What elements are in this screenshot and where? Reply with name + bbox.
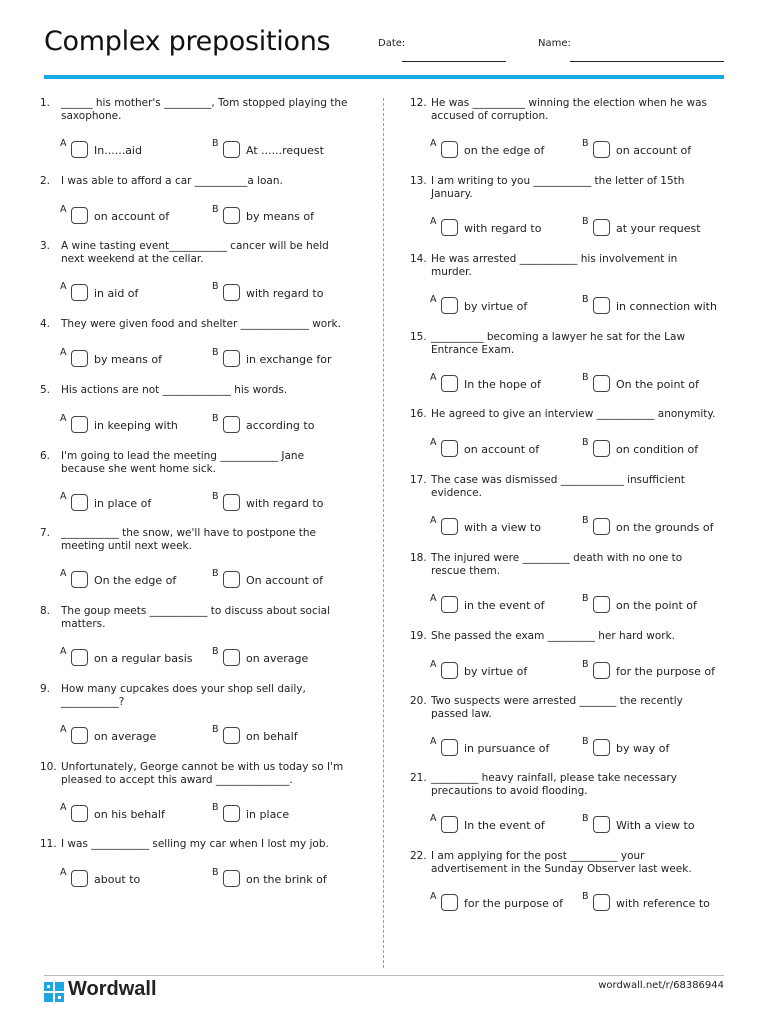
question-number: 12. bbox=[410, 97, 427, 109]
answer-checkbox[interactable] bbox=[71, 870, 88, 887]
option-text: on account of bbox=[616, 144, 692, 157]
option-b[interactable] bbox=[582, 372, 732, 395]
option-text: for the purpose of bbox=[616, 665, 715, 678]
option-a[interactable] bbox=[60, 347, 210, 370]
answer-checkbox[interactable] bbox=[593, 662, 610, 679]
answer-checkbox[interactable] bbox=[593, 894, 610, 911]
question-number: 4. bbox=[40, 318, 51, 330]
answer-checkbox[interactable] bbox=[223, 350, 240, 367]
option-b[interactable] bbox=[212, 802, 362, 825]
option-text: on a regular basis bbox=[94, 652, 193, 665]
answer-checkbox[interactable] bbox=[223, 284, 240, 301]
option-text: at your request bbox=[616, 222, 701, 235]
option-a[interactable] bbox=[430, 659, 580, 682]
answer-checkbox[interactable] bbox=[71, 416, 88, 433]
answer-checkbox[interactable] bbox=[71, 350, 88, 367]
option-a[interactable] bbox=[430, 437, 580, 460]
option-letter: B bbox=[582, 294, 589, 305]
answer-checkbox[interactable] bbox=[593, 816, 610, 833]
option-b[interactable] bbox=[212, 138, 362, 161]
option-b[interactable] bbox=[212, 491, 362, 514]
option-text: for the purpose of bbox=[464, 897, 563, 910]
footer-rule bbox=[44, 975, 724, 976]
answer-checkbox[interactable] bbox=[441, 662, 458, 679]
option-letter: B bbox=[582, 372, 589, 383]
question-text: __________ becoming a lawyer he sat for the Law Entrance Exam. bbox=[431, 331, 686, 356]
option-text: on his behalf bbox=[94, 808, 165, 821]
answer-checkbox[interactable] bbox=[593, 375, 610, 392]
option-letter: B bbox=[582, 216, 589, 227]
answer-checkbox[interactable] bbox=[593, 219, 610, 236]
answer-checkbox[interactable] bbox=[71, 571, 88, 588]
question-number: 10. bbox=[40, 761, 57, 773]
option-b[interactable] bbox=[212, 204, 362, 227]
option-b[interactable] bbox=[212, 413, 362, 436]
option-b[interactable] bbox=[212, 568, 362, 591]
option-letter: B bbox=[212, 413, 219, 424]
option-letter: A bbox=[430, 294, 437, 305]
option-a[interactable] bbox=[60, 413, 210, 436]
question-number: 17. bbox=[410, 474, 427, 486]
question-text: The case was dismissed ____________ insufficient evidence. bbox=[431, 474, 685, 499]
answer-checkbox[interactable] bbox=[223, 141, 240, 158]
option-text: On account of bbox=[246, 574, 324, 587]
option-text: in place of bbox=[94, 497, 152, 510]
answer-checkbox[interactable] bbox=[223, 207, 240, 224]
option-letter: A bbox=[60, 281, 67, 292]
option-a[interactable] bbox=[60, 568, 210, 591]
option-b[interactable] bbox=[582, 891, 732, 914]
answer-checkbox[interactable] bbox=[71, 284, 88, 301]
date-label: Date: bbox=[378, 38, 406, 49]
option-text: on average bbox=[94, 730, 157, 743]
question-text: A wine tasting event___________ cancer will be held next weekend at the cellar. bbox=[61, 240, 329, 265]
option-text: on the grounds of bbox=[616, 521, 714, 534]
question-number: 18. bbox=[410, 552, 427, 564]
option-text: In......aid bbox=[94, 144, 142, 157]
answer-checkbox[interactable] bbox=[223, 494, 240, 511]
option-letter: A bbox=[60, 138, 67, 149]
question-text: I am applying for the post _________ your advertisement in the Sunday Observer last week. bbox=[431, 850, 692, 875]
date-field[interactable] bbox=[402, 61, 506, 62]
answer-checkbox[interactable] bbox=[71, 649, 88, 666]
question-number: 3. bbox=[40, 240, 51, 252]
answer-checkbox[interactable] bbox=[71, 494, 88, 511]
option-text: according to bbox=[246, 419, 315, 432]
option-b[interactable] bbox=[212, 724, 362, 747]
option-a[interactable] bbox=[60, 646, 210, 669]
name-field[interactable] bbox=[570, 61, 724, 62]
option-text: on the brink of bbox=[246, 873, 327, 886]
answer-checkbox[interactable] bbox=[441, 518, 458, 535]
wordwall-logo-icon bbox=[44, 982, 64, 1002]
footer-url: wordwall.net/r/68386944 bbox=[598, 980, 724, 991]
option-b[interactable] bbox=[582, 593, 732, 616]
option-letter: A bbox=[60, 491, 67, 502]
question-text: I am writing to you ___________ the letter of 15th January. bbox=[431, 175, 685, 200]
option-a[interactable] bbox=[60, 867, 210, 890]
answer-checkbox[interactable] bbox=[441, 739, 458, 756]
option-text: with regard to bbox=[464, 222, 542, 235]
answer-checkbox[interactable] bbox=[593, 440, 610, 457]
question-text: The goup meets ___________ to discuss about social matters. bbox=[61, 605, 330, 630]
option-b[interactable] bbox=[212, 646, 362, 669]
option-text: on condition of bbox=[616, 443, 699, 456]
option-text: on account of bbox=[464, 443, 540, 456]
option-a[interactable] bbox=[430, 736, 580, 759]
option-text: in connection with bbox=[616, 300, 717, 313]
answer-checkbox[interactable] bbox=[71, 207, 88, 224]
option-text: by virtue of bbox=[464, 665, 528, 678]
option-letter: A bbox=[430, 593, 437, 604]
option-letter: A bbox=[430, 372, 437, 383]
option-letter: B bbox=[582, 593, 589, 604]
option-letter: A bbox=[60, 646, 67, 657]
answer-checkbox[interactable] bbox=[223, 805, 240, 822]
option-letter: B bbox=[212, 568, 219, 579]
option-letter: A bbox=[430, 138, 437, 149]
question-text: _________ heavy rainfall, please take necessary precautions to avoid flooding. bbox=[431, 772, 677, 797]
option-letter: B bbox=[212, 347, 219, 358]
question-text: He agreed to give an interview ___________ anonymity. bbox=[431, 408, 716, 420]
option-letter: B bbox=[582, 736, 589, 747]
option-letter: A bbox=[430, 515, 437, 526]
option-a[interactable] bbox=[60, 491, 210, 514]
option-letter: B bbox=[212, 491, 219, 502]
option-b[interactable] bbox=[582, 138, 732, 161]
option-b[interactable] bbox=[212, 347, 362, 370]
option-letter: A bbox=[430, 891, 437, 902]
option-a[interactable] bbox=[60, 724, 210, 747]
option-text: in exchange for bbox=[246, 353, 332, 366]
question-number: 13. bbox=[410, 175, 427, 187]
question-number: 8. bbox=[40, 605, 51, 617]
option-text: with regard to bbox=[246, 287, 324, 300]
question-text: He was __________ winning the election when he was accused of corruption. bbox=[431, 97, 708, 122]
option-text: On the edge of bbox=[94, 574, 177, 587]
option-letter: B bbox=[212, 204, 219, 215]
option-text: in place bbox=[246, 808, 290, 821]
option-b[interactable] bbox=[582, 736, 732, 759]
question-number: 11. bbox=[40, 838, 57, 850]
question-number: 16. bbox=[410, 408, 427, 420]
answer-checkbox[interactable] bbox=[223, 649, 240, 666]
option-text: in the event of bbox=[464, 599, 545, 612]
option-letter: B bbox=[212, 646, 219, 657]
brand-name: Wordwall bbox=[68, 978, 157, 1000]
option-text: In the event of bbox=[464, 819, 545, 832]
option-text: in pursuance of bbox=[464, 742, 550, 755]
question-number: 2. bbox=[40, 175, 51, 187]
answer-checkbox[interactable] bbox=[223, 416, 240, 433]
option-text: with reference to bbox=[616, 897, 710, 910]
option-letter: A bbox=[430, 659, 437, 670]
option-letter: B bbox=[212, 281, 219, 292]
option-text: on average bbox=[246, 652, 309, 665]
question-number: 21. bbox=[410, 772, 427, 784]
option-text: by virtue of bbox=[464, 300, 528, 313]
option-b[interactable] bbox=[582, 294, 732, 317]
option-letter: A bbox=[60, 568, 67, 579]
question-number: 1. bbox=[40, 97, 51, 109]
option-letter: B bbox=[212, 724, 219, 735]
option-letter: A bbox=[430, 736, 437, 747]
option-text: with regard to bbox=[246, 497, 324, 510]
question-text: ___________ the snow, we'll have to postpone the meeting until next week. bbox=[61, 527, 317, 552]
answer-checkbox[interactable] bbox=[593, 518, 610, 535]
answer-checkbox[interactable] bbox=[441, 297, 458, 314]
answer-checkbox[interactable] bbox=[223, 870, 240, 887]
option-text: by means of bbox=[94, 353, 163, 366]
option-a[interactable] bbox=[430, 593, 580, 616]
option-b[interactable] bbox=[212, 281, 362, 304]
option-letter: B bbox=[212, 138, 219, 149]
option-text: on the edge of bbox=[464, 144, 545, 157]
option-text: on account of bbox=[94, 210, 170, 223]
question-number: 19. bbox=[410, 630, 427, 642]
question-number: 15. bbox=[410, 331, 427, 343]
option-letter: A bbox=[430, 813, 437, 824]
question-text: He was arrested ___________ his involvement in murder. bbox=[431, 253, 678, 278]
option-letter: A bbox=[60, 724, 67, 735]
option-letter: B bbox=[582, 659, 589, 670]
question-text: I was ___________ selling my car when I lost my job. bbox=[61, 838, 329, 850]
question-text: She passed the exam _________ her hard work. bbox=[431, 630, 676, 642]
option-a[interactable] bbox=[60, 281, 210, 304]
answer-checkbox[interactable] bbox=[71, 727, 88, 744]
option-a[interactable] bbox=[60, 802, 210, 825]
option-b[interactable] bbox=[212, 867, 362, 890]
question-text: Unfortunately, George cannot be with us today so I'm pleased to accept this award ______________. bbox=[61, 761, 344, 786]
question-number: 22. bbox=[410, 850, 427, 862]
question-text: They were given food and shelter _____________ work. bbox=[61, 318, 341, 330]
option-letter: B bbox=[582, 813, 589, 824]
question-text: ______ his mother's _________, Tom stopped playing the saxophone. bbox=[61, 97, 348, 122]
answer-checkbox[interactable] bbox=[593, 297, 610, 314]
option-letter: B bbox=[212, 867, 219, 878]
option-text: in aid of bbox=[94, 287, 139, 300]
option-letter: A bbox=[60, 413, 67, 424]
option-letter: A bbox=[60, 802, 67, 813]
question-number: 14. bbox=[410, 253, 427, 265]
option-letter: B bbox=[582, 138, 589, 149]
question-number: 6. bbox=[40, 450, 51, 462]
column-divider bbox=[383, 98, 384, 968]
option-text: by way of bbox=[616, 742, 670, 755]
option-a[interactable] bbox=[430, 372, 580, 395]
option-letter: B bbox=[582, 515, 589, 526]
option-text: On the point of bbox=[616, 378, 699, 391]
answer-checkbox[interactable] bbox=[593, 739, 610, 756]
option-text: with a view to bbox=[464, 521, 541, 534]
option-text: by means of bbox=[246, 210, 315, 223]
question-number: 20. bbox=[410, 695, 427, 707]
option-text: in keeping with bbox=[94, 419, 178, 432]
option-a[interactable] bbox=[60, 204, 210, 227]
question-text: Two suspects were arrested _______ the recently passed law. bbox=[431, 695, 683, 720]
option-letter: A bbox=[60, 867, 67, 878]
answer-checkbox[interactable] bbox=[441, 141, 458, 158]
answer-checkbox[interactable] bbox=[441, 440, 458, 457]
option-letter: B bbox=[582, 891, 589, 902]
option-b[interactable] bbox=[582, 515, 732, 538]
option-letter: A bbox=[60, 347, 67, 358]
option-text: At ......request bbox=[246, 144, 324, 157]
option-b[interactable] bbox=[582, 813, 732, 836]
option-a[interactable] bbox=[430, 515, 580, 538]
answer-checkbox[interactable] bbox=[223, 727, 240, 744]
option-a[interactable] bbox=[430, 294, 580, 317]
option-text: on behalf bbox=[246, 730, 298, 743]
option-a[interactable] bbox=[430, 138, 580, 161]
option-letter: A bbox=[430, 216, 437, 227]
question-text: His actions are not _____________ his words. bbox=[61, 384, 288, 396]
option-letter: B bbox=[212, 802, 219, 813]
answer-checkbox[interactable] bbox=[593, 596, 610, 613]
option-text: about to bbox=[94, 873, 141, 886]
option-letter: A bbox=[60, 204, 67, 215]
answer-checkbox[interactable] bbox=[223, 571, 240, 588]
option-a[interactable] bbox=[430, 216, 580, 239]
option-a[interactable] bbox=[60, 138, 210, 161]
question-text: I'm going to lead the meeting ___________ Jane because she went home sick. bbox=[61, 450, 305, 475]
question-text: How many cupcakes does your shop sell daily, ___________? bbox=[61, 683, 306, 708]
question-number: 7. bbox=[40, 527, 51, 539]
page-title: Complex prepositions bbox=[44, 26, 331, 57]
option-text: With a view to bbox=[616, 819, 695, 832]
header-rule bbox=[44, 75, 724, 79]
option-b[interactable] bbox=[582, 216, 732, 239]
answer-checkbox[interactable] bbox=[441, 596, 458, 613]
question-number: 5. bbox=[40, 384, 51, 396]
answer-checkbox[interactable] bbox=[441, 816, 458, 833]
option-b[interactable] bbox=[582, 659, 732, 682]
answer-checkbox[interactable] bbox=[441, 375, 458, 392]
question-number: 9. bbox=[40, 683, 51, 695]
option-text: In the hope of bbox=[464, 378, 541, 391]
option-letter: A bbox=[430, 437, 437, 448]
question-text: The injured were _________ death with no one to rescue them. bbox=[431, 552, 683, 577]
question-text: I was able to afford a car __________a loan. bbox=[61, 175, 283, 187]
option-letter: B bbox=[582, 437, 589, 448]
answer-checkbox[interactable] bbox=[441, 219, 458, 236]
answer-checkbox[interactable] bbox=[71, 805, 88, 822]
option-a[interactable] bbox=[430, 813, 580, 836]
answer-checkbox[interactable] bbox=[71, 141, 88, 158]
name-label: Name: bbox=[538, 38, 571, 49]
option-text: on the point of bbox=[616, 599, 697, 612]
option-a[interactable] bbox=[430, 891, 580, 914]
answer-checkbox[interactable] bbox=[441, 894, 458, 911]
option-b[interactable] bbox=[582, 437, 732, 460]
answer-checkbox[interactable] bbox=[593, 141, 610, 158]
